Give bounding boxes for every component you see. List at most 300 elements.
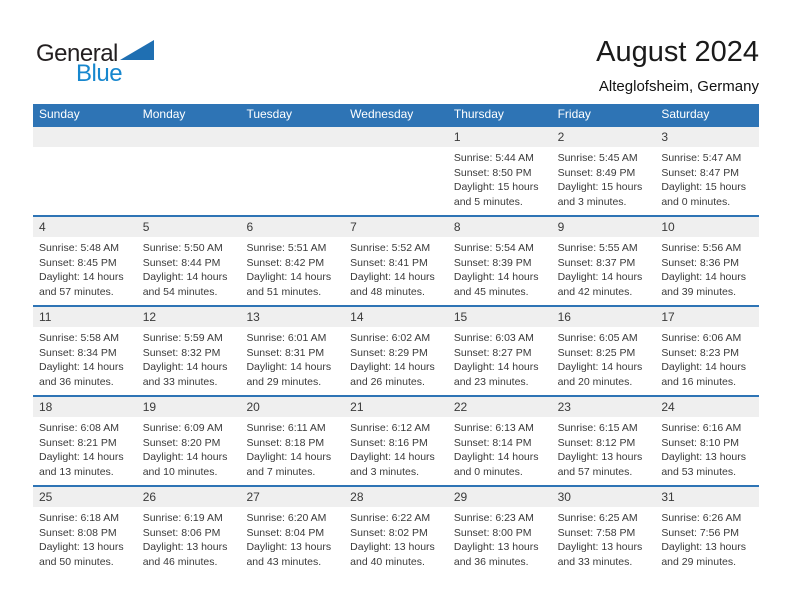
sunrise-line-label: Sunrise: <box>557 332 597 344</box>
sunset-line-label: Sunset: <box>661 526 697 539</box>
day-number: 7 <box>350 220 357 234</box>
sunset-line-value: 8:20 PM <box>181 436 221 449</box>
sunset-line-value: 8:41 PM <box>388 256 428 269</box>
sunset-line-label: Sunset: <box>453 526 490 539</box>
daylight-minutes-line-value: and 57 minutes. <box>39 285 114 298</box>
sunset-line-value: 8:32 PM <box>181 346 221 359</box>
sunset-line <box>558 256 652 271</box>
sunrise-line-value: 6:09 AM <box>184 422 223 434</box>
sunrise-line-value: 5:56 AM <box>702 242 742 254</box>
sunset-line-value: 8:31 PM <box>284 346 325 359</box>
sunset-line-value: 8:47 PM <box>699 166 739 179</box>
sunset-line <box>39 256 133 271</box>
empty-day-cell <box>344 127 448 215</box>
daylight-line-label: Daylight: <box>142 541 184 554</box>
sunset-line-value: 8:36 PM <box>699 256 739 269</box>
sunset-line-label: Sunset: <box>246 256 283 269</box>
sunrise-line-label: Sunrise: <box>661 332 700 344</box>
sunset-line <box>558 436 652 451</box>
weekday-header-thursday: Thursday <box>453 107 504 121</box>
day-cell <box>137 397 241 485</box>
sunrise-line <box>661 511 755 526</box>
daylight-line-value: 13 hours <box>601 451 643 464</box>
daylight-line-value: 14 hours <box>186 271 228 284</box>
sunrise-line-label: Sunrise: <box>661 152 700 164</box>
day-cell <box>552 217 656 305</box>
day-number: 2 <box>557 130 565 144</box>
day-details <box>143 331 237 389</box>
daylight-line-label: Daylight: <box>246 271 288 284</box>
page-subtitle: Alteglofsheim, Germany <box>598 78 759 96</box>
daylight-minutes-line <box>350 285 444 300</box>
daylight-minutes-line-value: and 42 minutes. <box>557 285 633 298</box>
sunset-line-label: Sunset: <box>142 346 179 359</box>
weekday-header-sunday: Sunday <box>39 107 80 121</box>
daylight-line <box>143 270 237 285</box>
week-row <box>33 215 759 305</box>
daylight-minutes-line-value: and 10 minutes. <box>142 465 218 478</box>
sunset-line <box>246 526 340 541</box>
day-number: 3 <box>661 130 668 144</box>
sunrise-line-label: Sunrise: <box>39 242 78 254</box>
sunrise-line-value: 6:12 AM <box>391 422 431 434</box>
sunrise-line <box>350 511 444 526</box>
day-number: 27 <box>246 490 260 504</box>
sunrise-line-label: Sunrise: <box>142 512 182 524</box>
day-cell <box>448 127 552 215</box>
sunset-line-value: 8:08 PM <box>77 526 117 539</box>
day-cell <box>240 397 344 485</box>
sunset-line <box>661 346 755 361</box>
sunrise-line-value: 6:11 AM <box>287 422 326 434</box>
day-number: 30 <box>557 490 571 504</box>
day-details <box>661 421 755 479</box>
sunrise-line <box>246 241 340 256</box>
daylight-line-label: Daylight: <box>453 181 495 194</box>
sunrise-line <box>143 511 237 526</box>
day-details <box>558 151 652 209</box>
daylight-line-value: 15 hours <box>497 181 539 194</box>
sunrise-line <box>558 511 652 526</box>
sunrise-line <box>454 151 548 166</box>
daylight-line-value: 14 hours <box>393 271 435 284</box>
sunset-line <box>143 346 237 361</box>
sunset-line-label: Sunset: <box>557 526 594 539</box>
daylight-line-value: 14 hours <box>186 361 228 374</box>
daylight-minutes-line <box>246 375 340 390</box>
daylight-line-label: Daylight: <box>661 541 703 554</box>
day-number: 10 <box>661 220 675 234</box>
sunrise-line-label: Sunrise: <box>142 242 182 254</box>
day-cell <box>33 397 137 485</box>
sunrise-line <box>39 421 133 436</box>
sunrise-line-label: Sunrise: <box>246 512 285 524</box>
sunset-line-label: Sunset: <box>453 166 490 179</box>
daylight-line-label: Daylight: <box>557 541 599 554</box>
logo-triangle-icon <box>120 40 154 64</box>
sunrise-line-label: Sunrise: <box>661 422 700 434</box>
sunset-line-value: 8:42 PM <box>284 256 325 269</box>
sunset-line <box>143 256 237 271</box>
sunset-line-label: Sunset: <box>557 346 594 359</box>
daylight-line <box>39 270 133 285</box>
day-details <box>246 241 340 299</box>
daylight-minutes-line-value: and 48 minutes. <box>350 285 425 298</box>
sunrise-line <box>246 331 340 346</box>
day-details <box>454 421 548 479</box>
daylight-line-label: Daylight: <box>661 361 703 374</box>
daylight-line-label: Daylight: <box>661 271 703 284</box>
daylight-line <box>558 450 652 465</box>
daylight-minutes-line <box>39 465 133 480</box>
daylight-line-label: Daylight: <box>39 451 80 464</box>
sunrise-line <box>350 421 444 436</box>
sunrise-line <box>246 421 340 436</box>
weekday-header-friday: Friday <box>557 107 591 121</box>
daylight-line-value: 13 hours <box>601 541 643 554</box>
daylight-minutes-line <box>350 555 444 570</box>
daylight-line <box>350 450 444 465</box>
sunrise-line-value: 6:23 AM <box>495 512 534 524</box>
day-details <box>350 241 444 299</box>
daylight-line-value: 15 hours <box>601 181 643 194</box>
daylight-minutes-line <box>558 195 652 210</box>
daylight-line-value: 14 hours <box>497 271 539 284</box>
sunset-line-label: Sunset: <box>557 436 594 449</box>
sunrise-line-label: Sunrise: <box>453 512 493 524</box>
daylight-line-value: 14 hours <box>82 361 124 374</box>
sunset-line <box>454 526 548 541</box>
day-number: 14 <box>350 310 364 324</box>
sunrise-line-value: 6:18 AM <box>80 512 119 524</box>
day-details <box>39 511 133 569</box>
sunset-line-label: Sunset: <box>453 436 490 449</box>
daylight-minutes-line-value: and 3 minutes. <box>350 465 420 478</box>
daylight-minutes-line-value: and 57 minutes. <box>557 465 633 478</box>
sunset-line-value: 8:16 PM <box>388 436 428 449</box>
daylight-line <box>558 360 652 375</box>
daylight-line-label: Daylight: <box>39 541 80 554</box>
sunrise-line-label: Sunrise: <box>557 152 597 164</box>
calendar-body <box>33 125 759 575</box>
sunset-line-value: 8:34 PM <box>77 346 117 359</box>
daylight-line-label: Daylight: <box>350 361 392 374</box>
day-number: 1 <box>453 130 461 144</box>
sunset-line-value: 8:12 PM <box>596 436 636 449</box>
sunrise-line-value: 6:02 AM <box>391 332 431 344</box>
sunset-line <box>558 526 652 541</box>
sunset-line-label: Sunset: <box>350 256 386 269</box>
sunset-line <box>454 346 548 361</box>
sunrise-line-value: 5:50 AM <box>184 242 223 254</box>
daylight-line-label: Daylight: <box>142 271 184 284</box>
sunset-line-label: Sunset: <box>142 526 179 539</box>
day-number: 21 <box>350 400 364 414</box>
day-details <box>454 511 548 569</box>
sunset-line <box>558 346 652 361</box>
day-cell <box>240 487 344 575</box>
daylight-minutes-line-value: and 39 minutes. <box>661 285 737 298</box>
sunset-line-value: 8:39 PM <box>492 256 532 269</box>
daylight-line <box>350 540 444 555</box>
daylight-minutes-line <box>143 555 237 570</box>
sunset-line <box>454 166 548 181</box>
sunrise-line-label: Sunrise: <box>453 152 493 164</box>
logo-text-blue: Blue <box>76 60 123 87</box>
title-block <box>596 36 759 95</box>
daylight-line <box>39 360 133 375</box>
daylight-minutes-line <box>143 375 237 390</box>
day-number: 22 <box>453 400 468 414</box>
sunset-line-label: Sunset: <box>246 436 283 449</box>
sunrise-line-label: Sunrise: <box>661 242 700 254</box>
daylight-minutes-line-value: and 40 minutes. <box>350 555 425 568</box>
sunset-line-value: 8:44 PM <box>181 256 221 269</box>
sunset-line <box>350 256 444 271</box>
day-number: 31 <box>661 490 675 504</box>
sunrise-line-label: Sunrise: <box>39 512 78 524</box>
sunrise-line-label: Sunrise: <box>39 422 78 434</box>
sunrise-line-label: Sunrise: <box>246 422 285 434</box>
daylight-minutes-line-value: and 53 minutes. <box>661 465 737 478</box>
day-details <box>661 331 755 389</box>
sunset-line <box>143 526 237 541</box>
sunset-line <box>350 526 444 541</box>
sunrise-line <box>558 151 652 166</box>
day-cell <box>655 307 759 395</box>
sunset-line <box>143 436 237 451</box>
sunrise-line <box>350 241 444 256</box>
sunrise-line <box>661 151 755 166</box>
day-cell <box>552 127 656 215</box>
sunrise-line-label: Sunrise: <box>557 242 597 254</box>
sunset-line <box>350 436 444 451</box>
sunset-line <box>661 526 755 541</box>
sunset-line-value: 8:37 PM <box>596 256 636 269</box>
daylight-minutes-line-value: and 51 minutes. <box>246 285 322 298</box>
day-cell <box>344 397 448 485</box>
sunrise-line <box>39 241 133 256</box>
daylight-minutes-line-value: and 33 minutes. <box>142 375 218 388</box>
daylight-line <box>143 450 237 465</box>
day-details <box>558 511 652 569</box>
daylight-line <box>661 180 755 195</box>
day-number: 24 <box>661 400 675 414</box>
weekday-header-row <box>33 104 759 125</box>
daylight-line-value: 14 hours <box>290 271 332 284</box>
sunrise-line-value: 5:45 AM <box>599 152 638 164</box>
daylight-line <box>558 540 652 555</box>
sunrise-line-label: Sunrise: <box>453 332 493 344</box>
sunset-line-value: 8:10 PM <box>699 436 739 449</box>
sunset-line <box>558 166 652 181</box>
daylight-line-value: 13 hours <box>705 451 746 464</box>
daylight-minutes-line <box>143 465 237 480</box>
sunrise-line <box>661 421 755 436</box>
daylight-minutes-line <box>661 285 755 300</box>
sunset-line <box>350 346 444 361</box>
daylight-line-label: Daylight: <box>39 271 80 284</box>
empty-day-cell <box>33 127 137 215</box>
sunrise-line-label: Sunrise: <box>350 512 389 524</box>
weekday-header-wednesday: Wednesday <box>350 107 414 121</box>
daylight-line-value: 14 hours <box>601 271 643 284</box>
day-cell <box>448 397 552 485</box>
sunrise-line-value: 6:25 AM <box>599 512 638 524</box>
sunset-line-value: 8:49 PM <box>596 166 636 179</box>
daylight-line-label: Daylight: <box>557 451 599 464</box>
sunset-line-value: 8:06 PM <box>181 526 221 539</box>
daylight-minutes-line-value: and 13 minutes. <box>39 465 114 478</box>
daylight-line-label: Daylight: <box>350 541 392 554</box>
sunrise-line-value: 6:15 AM <box>599 422 638 434</box>
day-details <box>661 511 755 569</box>
calendar-table <box>33 104 759 575</box>
day-cell <box>344 487 448 575</box>
weekday-header-monday: Monday <box>142 107 186 121</box>
general-blue-logo <box>36 40 154 86</box>
day-details <box>39 241 133 299</box>
sunrise-line-value: 6:01 AM <box>287 332 327 344</box>
day-details <box>558 331 652 389</box>
daylight-line <box>143 540 237 555</box>
week-row <box>33 305 759 395</box>
day-details <box>39 421 133 479</box>
sunset-line-label: Sunset: <box>39 256 75 269</box>
daylight-minutes-line-value: and 33 minutes. <box>557 555 633 568</box>
daylight-minutes-line <box>454 375 548 390</box>
day-number: 29 <box>453 490 468 504</box>
sunset-line-value: 8:27 PM <box>492 346 532 359</box>
sunrise-line-label: Sunrise: <box>39 332 78 344</box>
week-row <box>33 395 759 485</box>
sunset-line-value: 8:50 PM <box>492 166 532 179</box>
daylight-line-value: 14 hours <box>82 271 124 284</box>
daylight-minutes-line <box>454 285 548 300</box>
day-number: 18 <box>39 400 53 414</box>
sunrise-line <box>143 241 237 256</box>
day-details <box>558 241 652 299</box>
daylight-line-label: Daylight: <box>350 451 392 464</box>
daylight-minutes-line <box>558 465 652 480</box>
daylight-minutes-line <box>143 285 237 300</box>
sunrise-line <box>143 421 237 436</box>
daylight-minutes-line-value: and 0 minutes. <box>453 465 523 478</box>
sunset-line-label: Sunset: <box>246 526 283 539</box>
day-cell <box>240 307 344 395</box>
sunrise-line-value: 5:52 AM <box>391 242 431 254</box>
day-number: 16 <box>557 310 571 324</box>
daylight-line-label: Daylight: <box>453 271 495 284</box>
daylight-line-value: 14 hours <box>601 361 643 374</box>
daylight-line <box>454 450 548 465</box>
day-details <box>454 151 548 209</box>
daylight-minutes-line-value: and 46 minutes. <box>142 555 218 568</box>
daylight-line-label: Daylight: <box>661 181 703 194</box>
day-number: 8 <box>453 220 461 234</box>
sunset-line <box>39 436 133 451</box>
daylight-line-label: Daylight: <box>557 271 599 284</box>
sunrise-line-label: Sunrise: <box>453 422 493 434</box>
day-cell <box>33 217 137 305</box>
daylight-minutes-line <box>246 285 340 300</box>
empty-day-cell <box>137 127 241 215</box>
day-cell <box>344 217 448 305</box>
daylight-line-label: Daylight: <box>453 451 495 464</box>
daylight-line-value: 14 hours <box>393 451 435 464</box>
sunrise-line <box>143 331 237 346</box>
sunset-line-value: 8:00 PM <box>492 526 532 539</box>
sunset-line-value: 8:21 PM <box>77 436 117 449</box>
daylight-line-label: Daylight: <box>453 541 495 554</box>
daylight-minutes-line <box>246 555 340 570</box>
sunrise-line <box>39 331 133 346</box>
daylight-minutes-line-value: and 29 minutes. <box>246 375 322 388</box>
day-cell <box>344 307 448 395</box>
daylight-line-value: 15 hours <box>705 181 746 194</box>
day-cell <box>552 397 656 485</box>
daylight-line-label: Daylight: <box>246 451 288 464</box>
daylight-minutes-line <box>246 465 340 480</box>
sunrise-line-value: 6:26 AM <box>702 512 742 524</box>
sunrise-line-label: Sunrise: <box>246 242 285 254</box>
daylight-line <box>350 360 444 375</box>
sunset-line-value: 8:02 PM <box>388 526 428 539</box>
sunset-line-label: Sunset: <box>453 256 490 269</box>
logo-text-general: General <box>36 40 118 67</box>
day-cell <box>655 217 759 305</box>
sunset-line-label: Sunset: <box>350 436 386 449</box>
day-number: 5 <box>142 220 150 234</box>
day-details <box>454 241 548 299</box>
daylight-line-label: Daylight: <box>246 361 288 374</box>
sunset-line-label: Sunset: <box>557 256 594 269</box>
daylight-line <box>246 360 340 375</box>
sunset-line <box>246 256 340 271</box>
sunset-line-value: 8:23 PM <box>699 346 739 359</box>
daylight-minutes-line-value: and 20 minutes. <box>557 375 633 388</box>
day-details <box>143 421 237 479</box>
day-details <box>143 241 237 299</box>
sunset-line-value: 7:58 PM <box>596 526 636 539</box>
weekday-header-saturday: Saturday <box>661 107 710 121</box>
sunrise-line-label: Sunrise: <box>350 242 389 254</box>
sunrise-line-label: Sunrise: <box>142 332 182 344</box>
daylight-minutes-line <box>661 375 755 390</box>
daylight-line-value: 14 hours <box>705 361 746 374</box>
daylight-line-value: 13 hours <box>497 541 539 554</box>
daylight-minutes-line <box>350 465 444 480</box>
day-details <box>246 331 340 389</box>
daylight-minutes-line <box>558 375 652 390</box>
day-details <box>558 421 652 479</box>
daylight-line-label: Daylight: <box>557 181 599 194</box>
day-details <box>39 331 133 389</box>
daylight-minutes-line-value: and 36 minutes. <box>39 375 114 388</box>
day-details <box>143 511 237 569</box>
daylight-minutes-line <box>661 465 755 480</box>
daylight-line-value: 13 hours <box>393 541 435 554</box>
sunrise-line-value: 6:05 AM <box>599 332 638 344</box>
daylight-line <box>454 540 548 555</box>
daylight-minutes-line <box>454 465 548 480</box>
day-details <box>246 421 340 479</box>
sunrise-line-value: 5:59 AM <box>184 332 223 344</box>
daylight-line-value: 14 hours <box>393 361 435 374</box>
sunset-line-label: Sunset: <box>661 256 697 269</box>
daylight-minutes-line <box>558 555 652 570</box>
sunset-line <box>661 436 755 451</box>
